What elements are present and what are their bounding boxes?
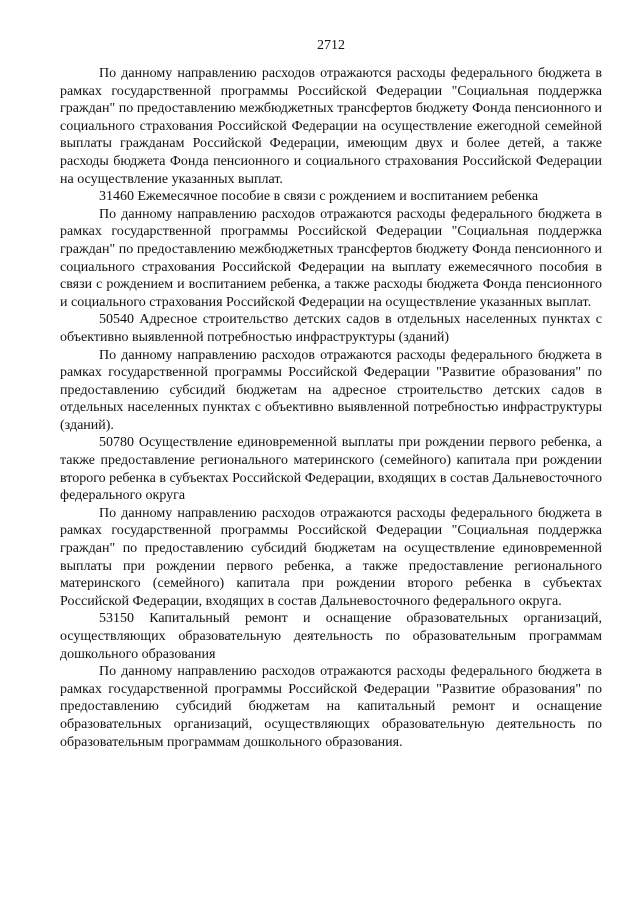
- paragraph-expense-description: По данному направлению расходов отражаются расходы федерального бюджета в рамках государственной программы Российской Федерации "Развитие образования" по предоставлению субсидий бюджетам на адресное строительство детских садов в отдельных населенных пунктах с объективно выявленной потребностью инфраструктуры (зданий).: [60, 347, 602, 433]
- paragraph-code-heading: 50780 Осуществление единовременной выплаты при рождении первого ребенка, а также предоставление регионального материнского (семейного) капитала при рождении второго ребенка в субъектах Российской Федерации, входящих в состав Дальневосточного федерального округа: [60, 435, 602, 504]
- paragraph-code-heading: 31460 Ежемесячное пособие в связи с рождением и воспитанием ребенка: [99, 189, 539, 205]
- paragraph-expense-description: По данному направлению расходов отражаются расходы федерального бюджета в рамках государственной программы Российской Федерации "Социальная поддержка граждан" по предоставлению межбюджетных трансфертов бюджету Фонда пенсионного и социального страхования Российской Федерации на осуществление ежегодной семейной выплаты гражданам Российской Федерации, имеющим двух и более детей, а также расходы бюджета Фонда пенсионного и социального страхования Российской Федерации на осуществление указанных выплат.: [60, 66, 602, 187]
- paragraph-expense-description: По данному направлению расходов отражаются расходы федерального бюджета в рамках государственной программы Российской Федерации "Развитие образования" по предоставлению субсидий бюджетам на капитальный ремонт и оснащение образовательных организаций, осуществляющих образовательную деятельность по образовательным программам дошкольного образования.: [60, 664, 602, 750]
- paragraph-code-heading: 50540 Адресное строительство детских садов в отдельных населенных пунктах с объективно выявленной потребностью инфраструктуры (зданий): [60, 312, 602, 345]
- paragraph-expense-description: По данному направлению расходов отражаются расходы федерального бюджета в рамках государственной программы Российской Федерации "Социальная поддержка граждан" по предоставлению межбюджетных трансфертов бюджету Фонда пенсионного и социального страхования Российской Федерации на выплату ежемесячного пособия в связи с рождением и воспитанием ребенка, а также расходы бюджета Фонда пенсионного и социального страхования Российской Федерации на осуществление указанных выплат.: [60, 206, 602, 310]
- page-number: 2712: [317, 38, 345, 53]
- paragraph-expense-description: По данному направлению расходов отражаются расходы федерального бюджета в рамках государственной программы Российской Федерации "Социальная поддержка граждан" по предоставлению субсидий бюджетам на осуществление единовременной выплаты при рождении первого ребенка, а также предоставление регионального материнского (семейного) капитала при рождении второго ребенка в субъектах Российской Федерации, входящих в состав Дальневосточного федерального округа.: [60, 505, 602, 609]
- paragraph-code-heading: 53150 Капитальный ремонт и оснащение образовательных организаций, осуществляющих образовательную деятельность по образовательным программам дошкольного образования: [60, 611, 602, 662]
